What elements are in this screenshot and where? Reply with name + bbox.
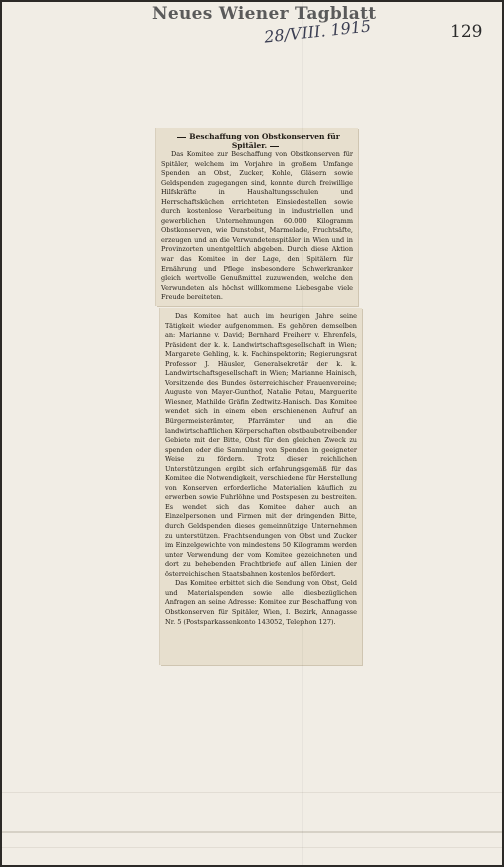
paper-crease	[2, 792, 502, 793]
clipping-upper	[156, 128, 358, 306]
title-dash-right	[270, 146, 279, 147]
article-paragraph-2: Das Komitee hat auch im heurigen Jahre seine Tätigkeit wieder aufgenommen. Es gehören demselben an: Marianne v. David; Bernhard Freiherr v. Ehrenfels, Präsident der k. k. Landwirtschaftsgesellschaft in Wien; Margarete Gehling, k. k. Fachinspektorin; Regierungsrat Professor J. Häusler, Generalsekretär der k. k. Landwirtschaftsgesellschaft in Wien; Marianne Hainisch, Vorsitzende des Bundes österreichischer Frauenvereine; Auguste von Mayer-Gunthof, Natalie Petau, Marguerite Wiesner, Mathilde Gräfin Zedtwitz-Hanisch. Das Komitee wendet sich in einem eben erschienenen Aufruf an Bürgermeisterämter, Pfarrämter und an die landwirtschaftlichen Körperschaften obstbaubetreibender Gebiete mit der Bitte, Obst für den gleichen Zweck zu spenden oder die Sammlung von Spenden in geeigneter Weise zu fördern. Trotz dieser reichlichen Unterstützungen ergibt sich erfahrungsgemäß für das Komitee die Notwendigkeit, verschiedene für Herstellung von Konserven erforderliche Materialien käuflich zu erwerben sowie Fuhrlöhne und Postspesen zu bestreiten. Es wendet sich das Komitee daher auch an Einzelpersonen und Firmen mit der dringenden Bitte, durch Geldspenden dieses gemeinnützige Unternehmen zu unterstützen. Frachtsendungen von Obst und Zucker im Einzelgewichte von mindestens 50 Kilogramm werden unter Verwendung der vom Komitee gezeichneten und dort zu behebenden Frachtbriefe auf allen Linien der österreichischen Staatsbahnen kostenlos befördert.	[165, 312, 357, 578]
paper-edge-strip	[2, 831, 502, 833]
article-paragraph-1: Das Komitee zur Beschaffung von Obstkonserven für Spitäler, welchem im Vorjahre in großem Umfange Spenden an Obst, Zucker, Kohle, Gläsern sowie Geldspenden zugegangen sind, konnte durch freiwillige Hilfskräfte in Haushaltungsschulen und Herrschaftsküchen errichteten Einsiedestellen sowie durch kostenlose Verarbeitung in industriellen und gewerblichen Unternehmungen 60.000 Kilogramm Obstkonserven, wie Dunstobst, Marmelade, Fruchtsäfte, erzeugen und an die Verwundetenspitäler in Wien und in Provinzorten unentgeltlich abgeben. Durch diese Aktion war das Komitee in der Lage, den Spitälern für Ernährung und Pflege insbesondere Schwerkranker gleich wertvolle Genußmittel zuzuwenden, welche den Verwundeten als höchst willkommene Liebesgabe viele Freude bereiteten.	[161, 150, 353, 302]
article-paragraph-3: Das Komitee erbittet sich die Sendung von Obst, Geld und Materialspenden sowie alle diesbezüglichen Anfragen an seine Adresse: Komitee zur Beschaffung von Obstkonserven für Spitäler, Wien, I. Bezirk, Annagasse Nr. 5 (Postsparkassenkonto 143052, Telephon 127).	[165, 579, 357, 626]
page-number: 129	[450, 22, 483, 42]
article-title-text: Beschaffung von Obstkonserven für Spitäler.	[189, 132, 340, 150]
newspaper-masthead: Neues Wiener Tagblatt	[152, 4, 377, 24]
paper-crease-lower	[2, 847, 502, 848]
clipping-lower	[160, 308, 362, 665]
article-title	[161, 132, 353, 150]
title-dash-left	[177, 137, 186, 138]
handwritten-date: 28/VIII. 1915	[263, 16, 372, 47]
archive-sheet	[2, 2, 502, 865]
